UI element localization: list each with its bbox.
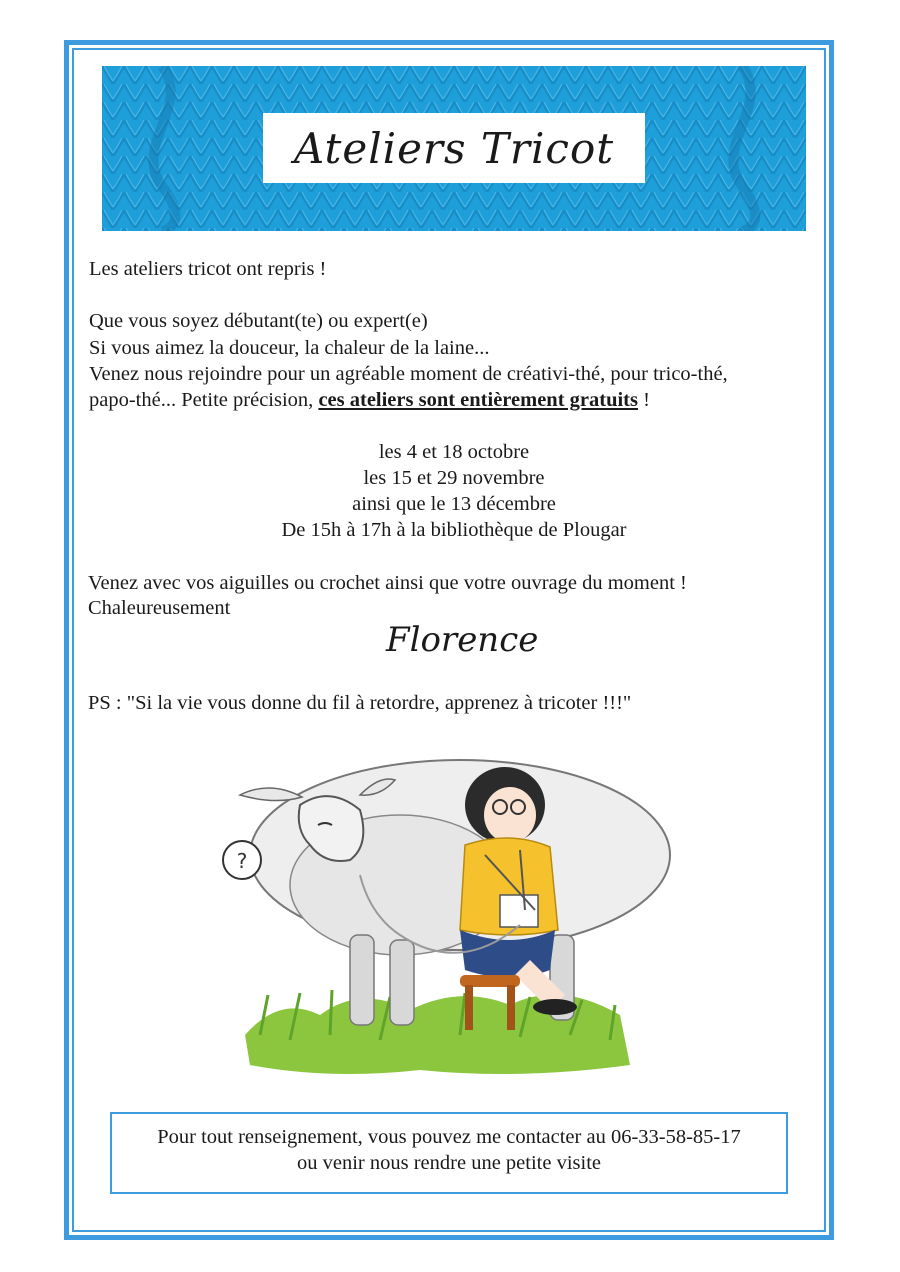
date-line-3: ainsi que le 13 décembre — [352, 493, 556, 515]
date-line-4: De 15h à 17h à la bibliothèque de Plougar — [281, 519, 627, 541]
intro-text: Les ateliers tricot ont repris ! — [89, 258, 327, 280]
title-box — [263, 113, 645, 183]
sheep-knitting-illustration — [220, 735, 690, 1090]
paragraph-line-2: Si vous aimez la douceur, la chaleur de la laine... — [89, 337, 490, 359]
ps-text: PS : "Si la vie vous donne du fil à retordre, apprenez à tricoter !!!" — [88, 692, 632, 714]
page-title: Ateliers Tricot — [293, 123, 615, 173]
contact-line-1: Pour tout renseignement, vous pouvez me contacter au 06-33-58-85-17 — [157, 1126, 741, 1148]
contact-box — [110, 1112, 788, 1194]
closing-text: Chaleureusement — [88, 597, 231, 619]
paragraph-line-4-end: ! — [638, 389, 650, 411]
paragraph-line-4-start: papo-thé... Petite précision, — [89, 389, 319, 411]
date-line-2: les 15 et 29 novembre — [363, 467, 545, 489]
bring-text: Venez avec vos aiguilles ou crochet ainsi que votre ouvrage du moment ! — [88, 572, 687, 594]
contact-line-2: ou venir nous rendre une petite visite — [297, 1152, 601, 1174]
signature: Florence — [386, 620, 539, 660]
paragraph-line-1: Que vous soyez débutant(te) ou expert(e) — [89, 310, 428, 332]
bubble-question-mark: ? — [236, 849, 248, 873]
free-notice: ces ateliers sont entièrement gratuits — [318, 389, 638, 411]
date-line-1: les 4 et 18 octobre — [378, 441, 530, 463]
paragraph-line-4 — [89, 387, 650, 413]
paragraph-line-3: Venez nous rejoindre pour un agréable moment de créativi-thé, pour trico-thé, — [89, 363, 728, 385]
